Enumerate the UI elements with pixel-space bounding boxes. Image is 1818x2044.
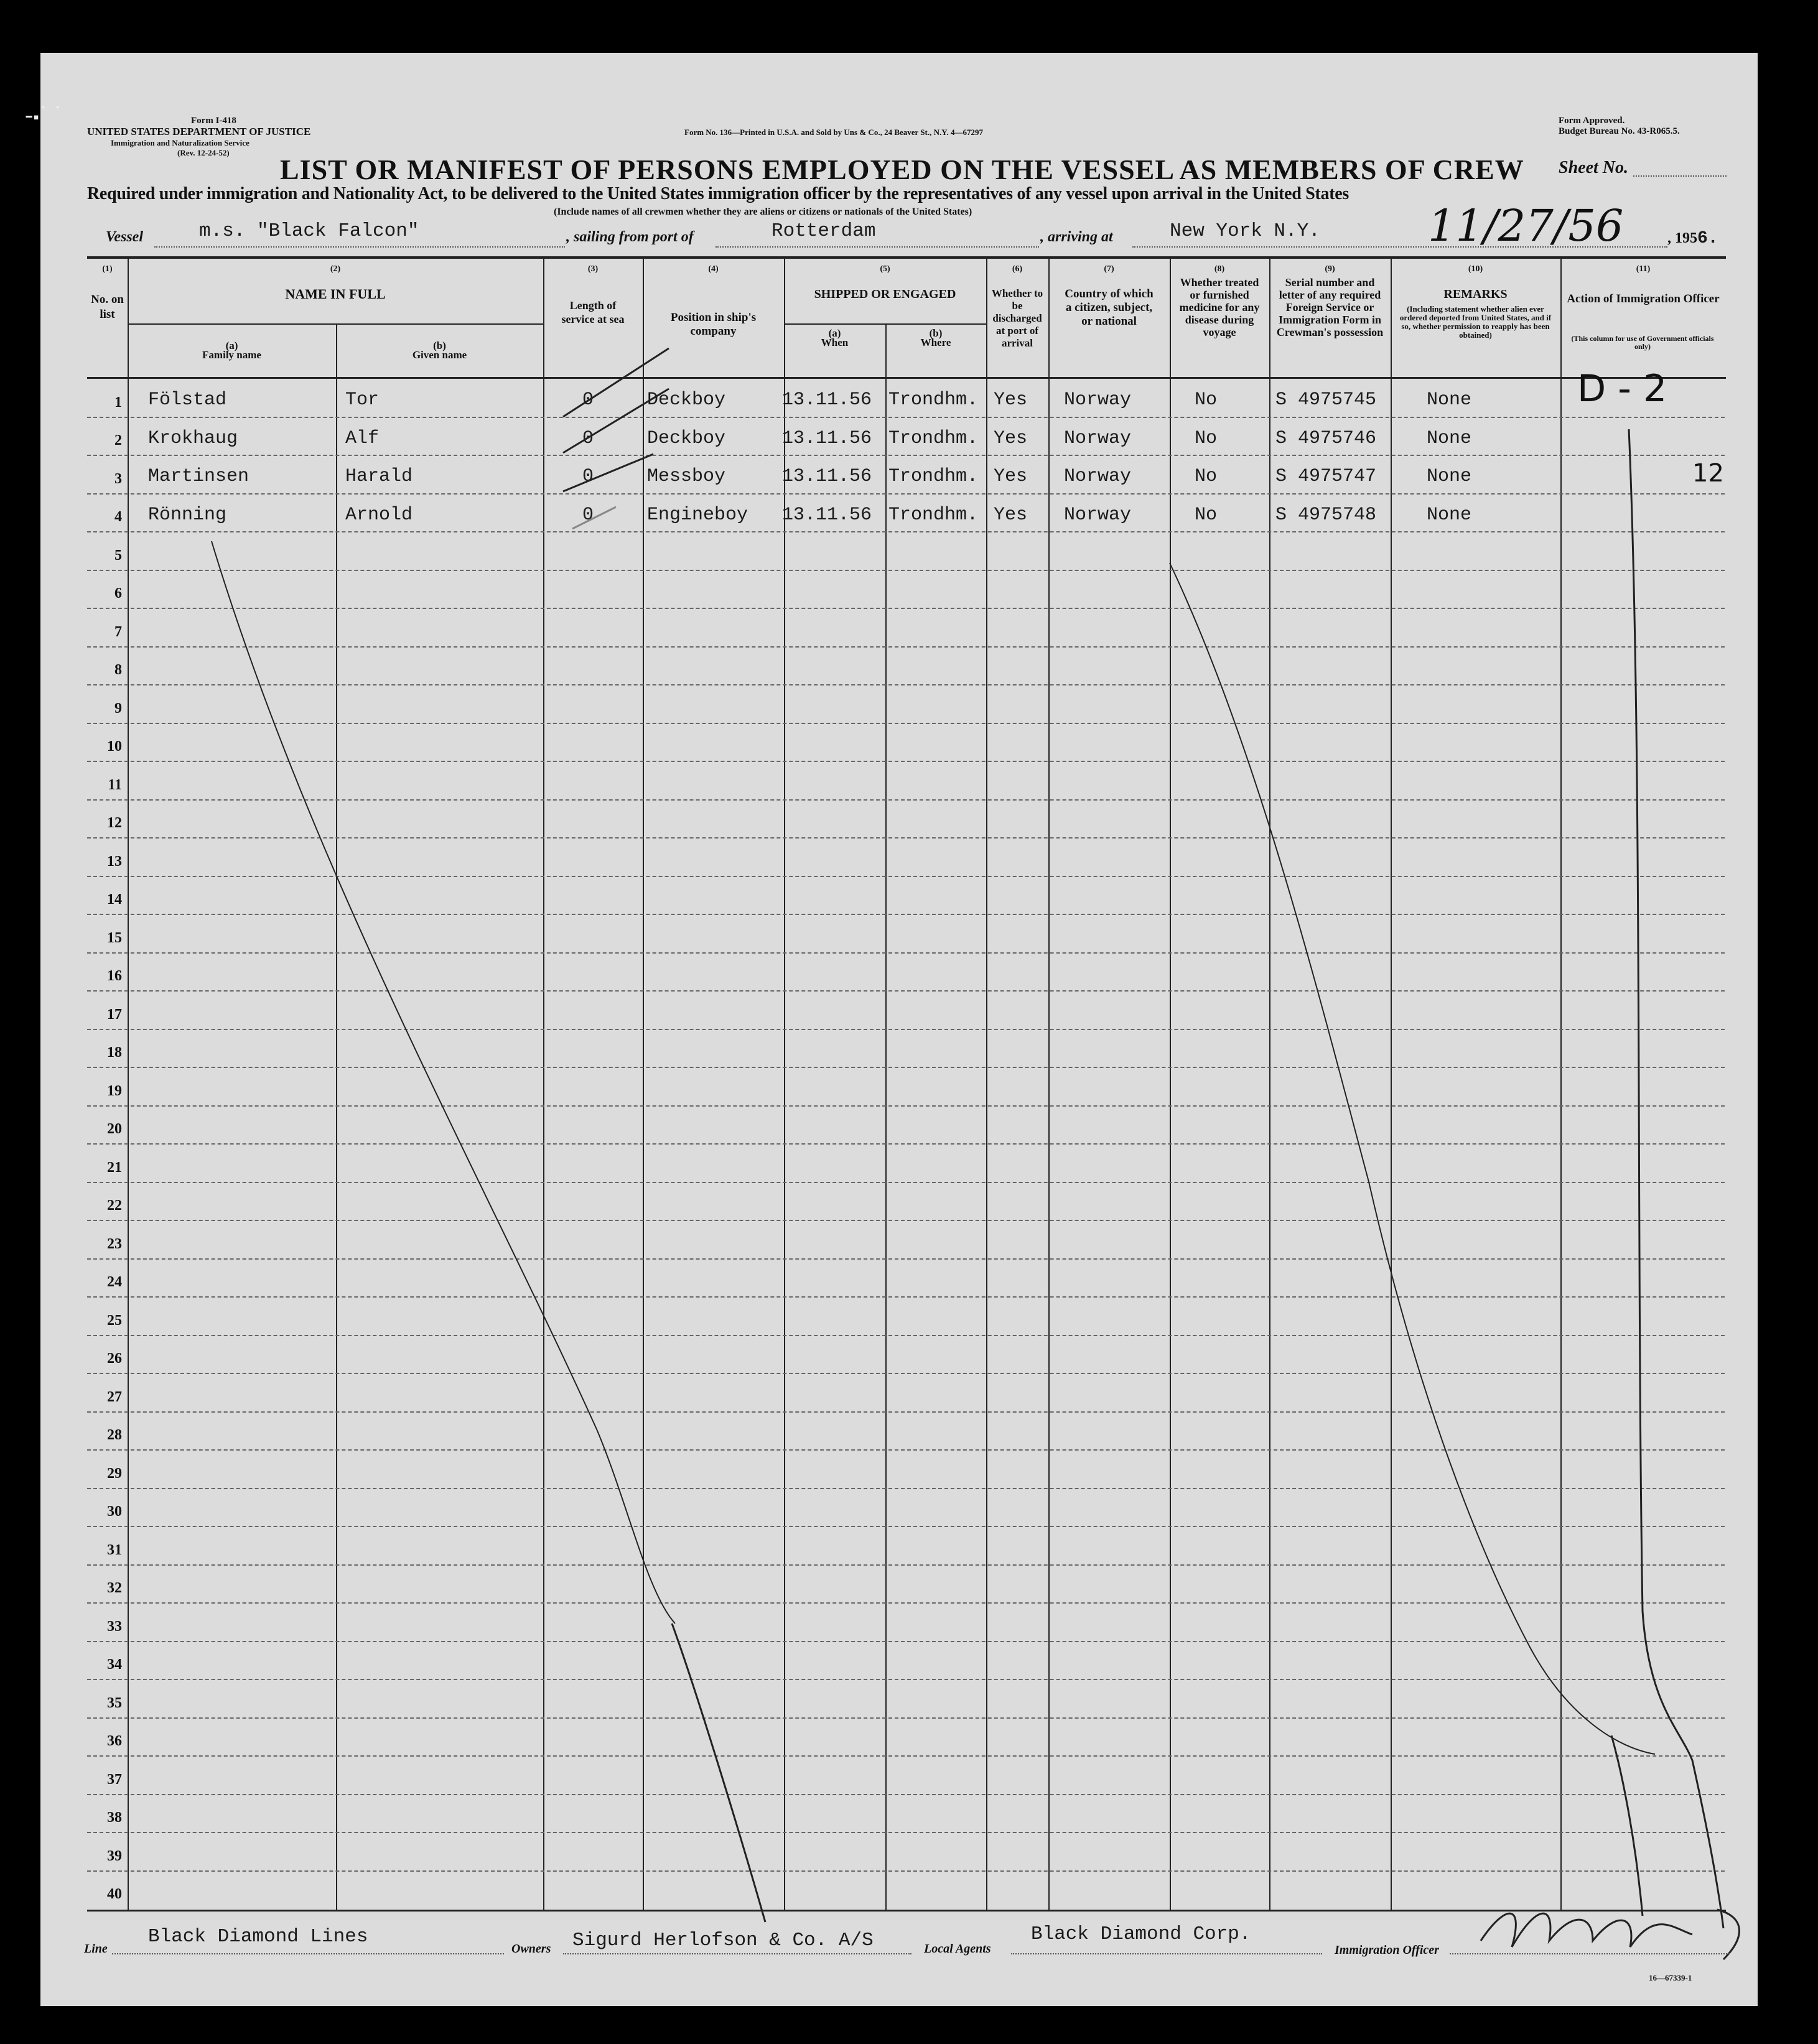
crew-country: Norway: [1064, 389, 1132, 411]
crew-family: Fölstad: [148, 389, 227, 411]
crew-position: Engineboy: [647, 504, 748, 526]
crew-position: Deckboy: [647, 389, 726, 411]
action-count: 12: [1692, 459, 1724, 488]
col1-number: (1): [102, 264, 113, 274]
row-number: 23: [107, 1235, 122, 1252]
form-code: 16—67339-1: [1649, 1973, 1692, 1982]
col7-header: Country of which a citizen, subject, or national: [1065, 287, 1154, 328]
agents-label: Local Agents: [924, 1942, 991, 1956]
crew-serial: S 4975748: [1275, 504, 1377, 526]
row-number: 16: [107, 968, 122, 984]
col5b-header: (b) Where: [920, 327, 951, 348]
officer-label: Immigration Officer: [1335, 1943, 1439, 1957]
crew-given: Harald: [345, 466, 413, 487]
row-number: 31: [107, 1541, 122, 1558]
crew-country: Norway: [1064, 504, 1132, 526]
crew-treated: No: [1195, 389, 1218, 411]
crew-serial: S 4975745: [1275, 389, 1377, 411]
vessel-name: m.s. "Black Falcon": [199, 220, 419, 242]
row-number: 36: [107, 1733, 122, 1749]
col2a-header: (a) Family name: [202, 340, 261, 361]
crew-treated: No: [1195, 427, 1218, 449]
crew-where: Trondhm.: [888, 504, 979, 526]
service: Immigration and Naturalization Service: [111, 138, 249, 147]
col4-header: Position in ship's company: [670, 311, 757, 338]
crew-where: Trondhm.: [888, 389, 979, 411]
crew-when: 13.11.56: [782, 389, 872, 411]
crew-discharged: Yes: [994, 504, 1028, 526]
col6-header: Whether to be discharged at port of arrival: [991, 287, 1043, 349]
arriving-label: , arriving at: [1040, 229, 1113, 245]
service-strike-mark: [563, 454, 653, 491]
crew-where: Trondhm.: [888, 427, 979, 449]
crew-service: 0: [582, 427, 594, 449]
row-number: 40: [107, 1886, 122, 1902]
line-name: Black Diamond Lines: [148, 1926, 368, 1948]
year-digit: 6.: [1697, 229, 1718, 248]
col6-number: (6): [1012, 264, 1023, 274]
subtitle: Required under immigration and Nationality Act, to be delivered to the United States immigration officer by the representatives of any vessel upon arrival in the United States: [87, 184, 1349, 203]
officer-signature: [1481, 1913, 1692, 1947]
crew-serial: S 4975747: [1275, 466, 1377, 487]
action-annotation: D - 2: [1577, 367, 1667, 411]
arriving-port: New York N.Y.: [1170, 220, 1320, 242]
col2-header: NAME IN FULL: [285, 286, 386, 302]
crew-family: Rönning: [148, 504, 227, 526]
row-number: 17: [107, 1006, 122, 1023]
crew-when: 13.11.56: [782, 427, 872, 449]
row-number: 15: [107, 929, 122, 946]
row-number: 14: [107, 891, 122, 908]
corner-mark: -▪˙ ˙: [25, 100, 62, 128]
row-number: 33: [107, 1618, 122, 1635]
row-number: 32: [107, 1580, 122, 1596]
ditto-line: [672, 1624, 765, 1922]
row-number: 10: [107, 738, 122, 755]
crew-service: 0: [582, 504, 594, 526]
row-number: 28: [107, 1427, 122, 1443]
row-number: 37: [107, 1771, 122, 1788]
crew-when: 13.11.56: [782, 466, 872, 487]
ditto-line: [212, 541, 675, 1624]
col5-number: (5): [880, 264, 890, 274]
col10-number: (10): [1468, 264, 1483, 274]
row-number: 35: [107, 1694, 122, 1711]
crew-discharged: Yes: [994, 466, 1028, 487]
sheet-label: Sheet No.: [1559, 158, 1628, 177]
crew-remarks: None: [1427, 427, 1472, 449]
row-number: 26: [107, 1350, 122, 1367]
row-number: 38: [107, 1809, 122, 1826]
owners-label: Owners: [511, 1942, 551, 1956]
col9-number: (9): [1325, 264, 1335, 274]
officer-field: [1450, 1953, 1730, 1954]
agents-name: Black Diamond Corp.: [1031, 1923, 1251, 1945]
row-number: 12: [107, 815, 122, 831]
crew-remarks: None: [1427, 389, 1472, 411]
row-number: 7: [114, 623, 122, 640]
handwritten-date: 11/27/56: [1428, 200, 1624, 251]
ditto-line: [1717, 1910, 1739, 1959]
col5-header: SHIPPED OR ENGAGED: [814, 287, 956, 301]
col2-number: (2): [330, 264, 341, 274]
crew-remarks: None: [1427, 466, 1472, 487]
row-number: 39: [107, 1847, 122, 1864]
crew-when: 13.11.56: [782, 504, 872, 526]
row-number: 11: [108, 776, 122, 793]
crew-family: Martinsen: [148, 466, 249, 487]
ditto-line: [1611, 1735, 1643, 1916]
col10-note: (Including statement whether alien ever ordered deported from United States, and if so, whether permission to reapply has been obtained): [1399, 304, 1552, 340]
approval-line1: Form Approved.: [1559, 116, 1625, 126]
crew-country: Norway: [1064, 427, 1132, 449]
crew-where: Trondhm.: [888, 466, 979, 487]
row-number: 6: [114, 585, 122, 602]
service-strike-mark: [563, 389, 669, 453]
include-note: (Include names of all crewmen whether they are aliens or citizens or nationals of the United States): [554, 207, 972, 217]
row-number: 2: [114, 432, 122, 448]
ditto-line: [1629, 429, 1723, 1928]
vessel-label: Vessel: [106, 229, 143, 245]
department: UNITED STATES DEPARTMENT OF JUSTICE: [87, 126, 311, 137]
crew-position: Messboy: [647, 466, 726, 487]
row-number: 24: [107, 1274, 122, 1290]
crew-discharged: Yes: [994, 389, 1028, 411]
crew-serial: S 4975746: [1275, 427, 1377, 449]
agents-field: [1011, 1953, 1322, 1954]
col3-number: (3): [587, 264, 599, 274]
col11-number: (11): [1636, 264, 1651, 274]
row-number: 19: [107, 1082, 122, 1099]
row-number: 1: [114, 394, 122, 411]
revision: (Rev. 12-24-52): [177, 148, 230, 157]
crew-given: Arnold: [345, 504, 413, 526]
row-number: 30: [107, 1503, 122, 1520]
col3-header: Length of service at sea: [561, 299, 625, 325]
row-number: 22: [107, 1197, 122, 1214]
row-number: 29: [107, 1465, 122, 1482]
form-id: Form I-418: [191, 116, 236, 126]
row-number: 3: [114, 470, 122, 487]
year-prefix: , 195: [1667, 230, 1697, 246]
row-number: 20: [107, 1121, 122, 1137]
col8-number: (8): [1214, 264, 1225, 274]
sailing-label: , sailing from port of: [566, 229, 694, 245]
ditto-line: [1170, 563, 1655, 1754]
row-number: 5: [114, 547, 122, 564]
crew-treated: No: [1195, 466, 1218, 487]
col9-header: Serial number and letter of any required Foreign Service or Immigration Form in Crewman's possession: [1276, 276, 1384, 338]
row-number: 18: [107, 1044, 122, 1061]
crew-service: 0: [582, 466, 594, 487]
page-title: LIST OR MANIFEST OF PERSONS EMPLOYED ON THE VESSEL AS MEMBERS OF CREW: [280, 154, 1524, 185]
col5a-header: (a) When: [821, 327, 849, 348]
owners-field: [563, 1953, 911, 1954]
line-label: Line: [84, 1942, 108, 1956]
row-number: 13: [107, 853, 122, 870]
row-number: 27: [107, 1388, 122, 1405]
row-number: 34: [107, 1656, 122, 1673]
line-field: [112, 1953, 504, 1954]
row-number: 8: [114, 662, 122, 678]
col8-header: Whether treated or furnished medicine for any disease during voyage: [1179, 276, 1260, 338]
col1-header: No. on list: [91, 293, 124, 321]
approval-line2: Budget Bureau No. 43-R065.5.: [1559, 126, 1680, 136]
service-strike-mark: [563, 348, 669, 417]
col11-header: Action of Immigration Officer: [1567, 292, 1720, 305]
crew-remarks: None: [1427, 504, 1472, 526]
service-strike-mark: [572, 507, 616, 529]
sailing-port: Rotterdam: [771, 220, 876, 242]
row-number: 4: [114, 509, 122, 525]
col4-number: (4): [708, 264, 719, 274]
crew-discharged: Yes: [994, 427, 1028, 449]
crew-treated: No: [1195, 504, 1218, 526]
crew-given: Alf: [345, 427, 380, 449]
crew-country: Norway: [1064, 466, 1132, 487]
col2b-header: (b) Given name: [412, 340, 467, 361]
crew-service: 0: [582, 389, 594, 411]
col11-note: (This column for use of Government officials only): [1571, 334, 1714, 351]
crew-family: Krokhaug: [148, 427, 238, 449]
crew-given: Tor: [345, 389, 380, 411]
owners-name: Sigurd Herlofson & Co. A/S: [572, 1930, 874, 1951]
row-number: 21: [107, 1159, 122, 1176]
row-number: 9: [114, 700, 122, 717]
crew-position: Deckboy: [647, 427, 726, 449]
col10-header: REMARKS: [1443, 287, 1508, 301]
printer-note: Form No. 136—Printed in U.S.A. and Sold by Uns & Co., 24 Beaver St., N.Y. 4—67297: [684, 128, 983, 137]
col7-number: (7): [1104, 264, 1114, 274]
row-number: 25: [107, 1312, 122, 1329]
